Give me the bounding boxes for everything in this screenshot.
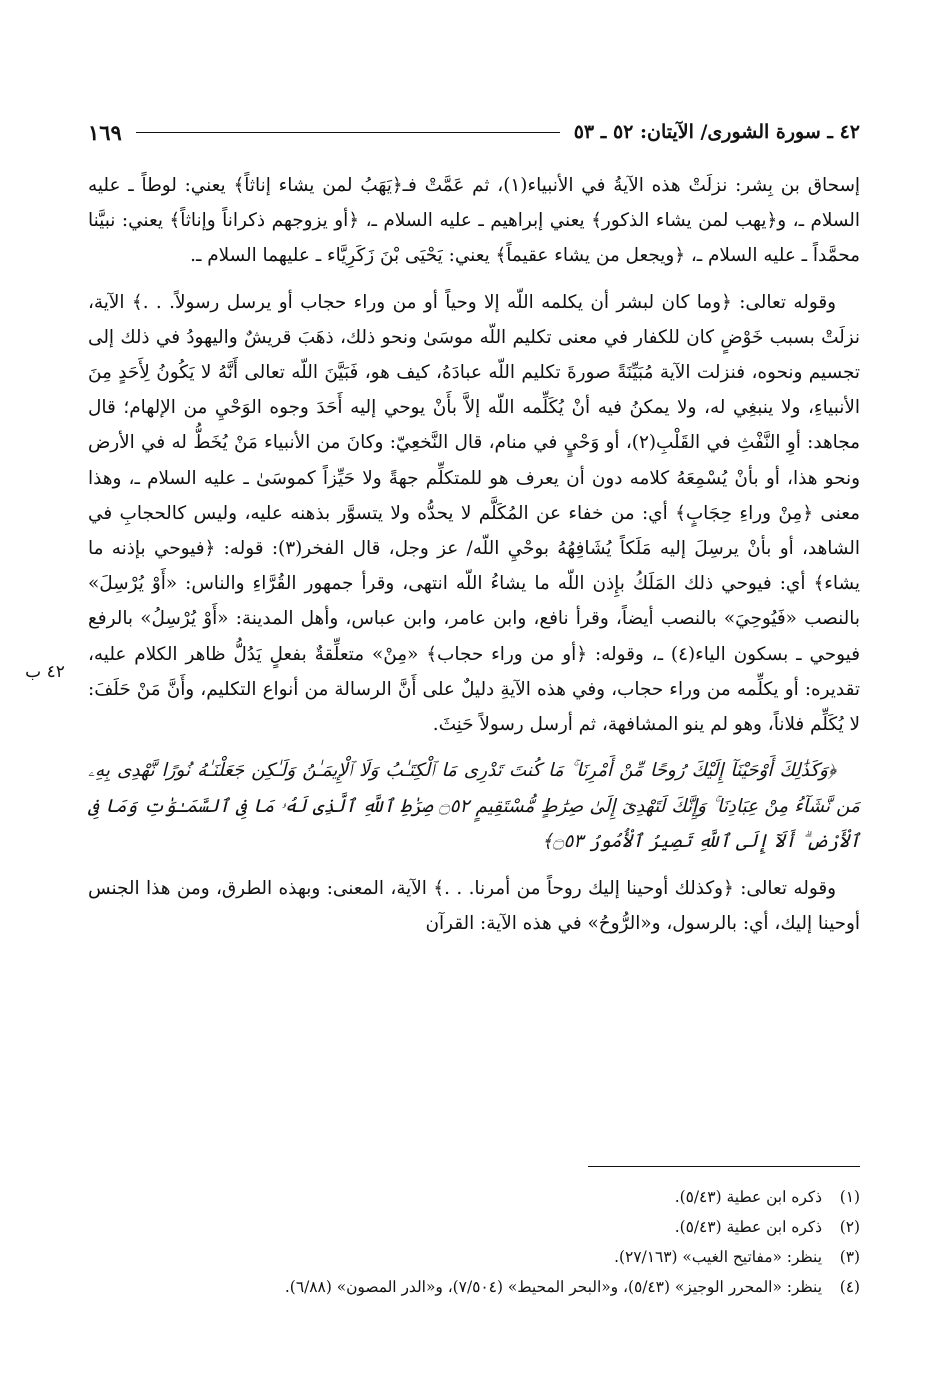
- footnote-text: ذكره ابن عطية (٥/٤٣).: [674, 1218, 822, 1236]
- footnote: [88, 1272, 860, 1302]
- footnote-number: (٤): [839, 1278, 860, 1296]
- footnotes: [88, 1182, 860, 1302]
- main-text: [88, 168, 860, 941]
- footnote-separator: [588, 1166, 860, 1167]
- paragraph-3: وقوله تعالى: ﴿وكذلك أوحينا إليك روحاً من أمرنا. . .﴾ الآية، المعنى: وبهذه الطرق، ومن هذا الجنس أوحينا إليك، أي: بالرسول، و«الرُّوحُ» في هذه الآية: القرآن: [88, 878, 860, 935]
- running-title: ٤٢ ـ سورة الشورى/ الآيتان: ٥٢ ـ ٥٣: [573, 121, 860, 143]
- page-number: ١٦٩: [88, 119, 122, 145]
- footnote-text: ينظر: «المحرر الوجيز» (٥/٤٣)، و«البحر المحيط» (٧/٥٠٤)، و«الدر المصون» (٦/٨٨).: [284, 1278, 822, 1296]
- footnote: [88, 1182, 860, 1212]
- paragraph-2: وقوله تعالى: ﴿وما كان لبشر أن يكلمه اللّه إلا وحياً أو من وراء حجاب أو يرسل رسولاً. . .﴾ الآية، نزلَتْ بسبب خَوْضٍ كان للكفار في معنى تكليم اللّه موسَىٰ ونحو ذلك، ذهَبَ قريشٌ واليهودُ في ذلك إلى تجسيم ونحوه، فنزلت الآية مُبَيِّنَةً صورةَ تكليم اللّه عبادَهُ، كيف هو، فَبَيَّنَ اللّه تعالى أَنَّهُ لا يَكُونُ لِأَحَدٍ مِنَ الأنبياءِ، ولا ينبغِي له، ولا يمكنُ فيه أنْ يُكَلِّمه اللّه إلاَّ بأَنْ يوحي إليه أَحَدَ وجوه الوَحْيِ من الإلهام؛ قال مجاهد: أوِ النَّفْثِ في القَلْبِ(٢)، أو وَحْيٍ في منام، قال النَّخعِيّ: وكانَ من الأنبياء مَنْ يُخَطُّ له في الأرض ونحو هذا، أو بأنْ يُسْمِعَهُ كلامه دون أن يعرف هو للمتكلِّم جهةً ولا حَيِّزاً كموسَىٰ ـ عليه السلام ـ، وهذا معنى ﴿مِنْ وراءِ حِجَابٍ﴾ أي: من خفاء عن المُكَلَّم لا يحدُّه ولا يتسوَّر بذهنه عليه، وليس كالحجابِ في الشاهد، أو بأنْ يرسِلَ إليه مَلَكاً يُشَافِهُهُ بوحْيِ اللّه/ عز وجل، قال الفخر(٣): قوله: ﴿فيوحي بإذنه ما يشاء﴾ أي: فيوحي ذلك المَلَكُ بإِذن اللّه ما يشاءُ اللّه انتهى، وقرأ جمهور القُرَّاءِ والناس: «أَوْ يُرْسِلَ» بالنصب «فَيُوحِيَ» بالنصب أيضاً، وقرأ نافع، وابن عامر، وابن عباس، وأهل المدينة: «أَوْ يُرْسِلُ» بالرفع فيوحي ـ بسكون الياء(٤) ـ، وقوله: ﴿أو من وراء حجاب﴾ «مِنْ» متعلِّقةٌ بفعلٍ يَدُلُّ ظاهر الكلام عليه، تقديره: أو يكلِّمه من وراء حجاب، وفي هذه الآيةِ دليلٌ على أَنَّ الرسالة من أنواع التكليم، وأَنَّ مَنْ حَلَفَ: لا يُكَلِّم فلاناً، وهو لم ينو المشافهة، ثم أرسل رسولاً حَنِثَ.: [88, 291, 860, 736]
- footnote-text: ذكره ابن عطية (٥/٤٣).: [674, 1188, 822, 1206]
- quran-verse-block: ﴿وَكَذَٰلِكَ أَوْحَيْنَآ إِلَيْكَ رُوحًا مِّنْ أَمْرِنَا ۚ مَا كُنتَ تَدْرِى مَا ٱلْكِتَـٰبُ وَلَا ٱلْإِيمَـٰنُ وَلَـٰكِن جَعَلْنَـٰهُ نُورًا نَّهْدِى بِهِۦ مَن نَّشَآءُ مِنْ عِبَادِنَا ۚ وَإِنَّكَ لَتَهْدِىٓ إِلَىٰ صِرَٰطٍ مُّسْتَقِيمٍ ۝٥٢ صِرَٰطِ ٱللَّهِ ٱلَّذِى لَهُۥ مَا فِى ٱلسَّمَـٰوَٰتِ وَمَا فِى ٱلْأَرْضِ ۗ أَلَآ إِلَى ٱللَّهِ تَصِيرُ ٱلْأُمُورُ ۝٥٣﴾: [88, 760, 860, 853]
- footnote-number: (٢): [839, 1218, 860, 1236]
- footnote: [88, 1212, 860, 1242]
- header-rule: [136, 132, 560, 133]
- page-header: [88, 112, 860, 152]
- footnote-number: (٣): [839, 1248, 860, 1266]
- footnote-text: ينظر: «مفاتيح الغيب» (٢٧/١٦٣).: [614, 1248, 822, 1266]
- footnote-number: (١): [839, 1188, 860, 1206]
- margin-manuscript-note: ٤٢ ب: [25, 662, 65, 682]
- paragraph-1: إسحاق بن بِشر: نزلَتْ هذه الآيةُ في الأنبياء(١)، ثم عَمَّتْ فـ﴿يَهَبُ لمن يشاء إناثاً﴾ يعني: لوطاً ـ عليه السلام ـ، و﴿يهب لمن يشاء الذكور﴾ يعني إبراهيم ـ عليه السلام ـ، ﴿أو يزوجهم ذكراناً وإناثاً﴾ يعني: نبيَّنا محمَّداً ـ عليه السلام ـ، ﴿ويجعل من يشاء عقيماً﴾ يعني: يَحْيَى بْنَ زَكَرِيَّاء ـ عليهما السلام ـ.: [88, 175, 860, 267]
- footnote: [88, 1242, 860, 1272]
